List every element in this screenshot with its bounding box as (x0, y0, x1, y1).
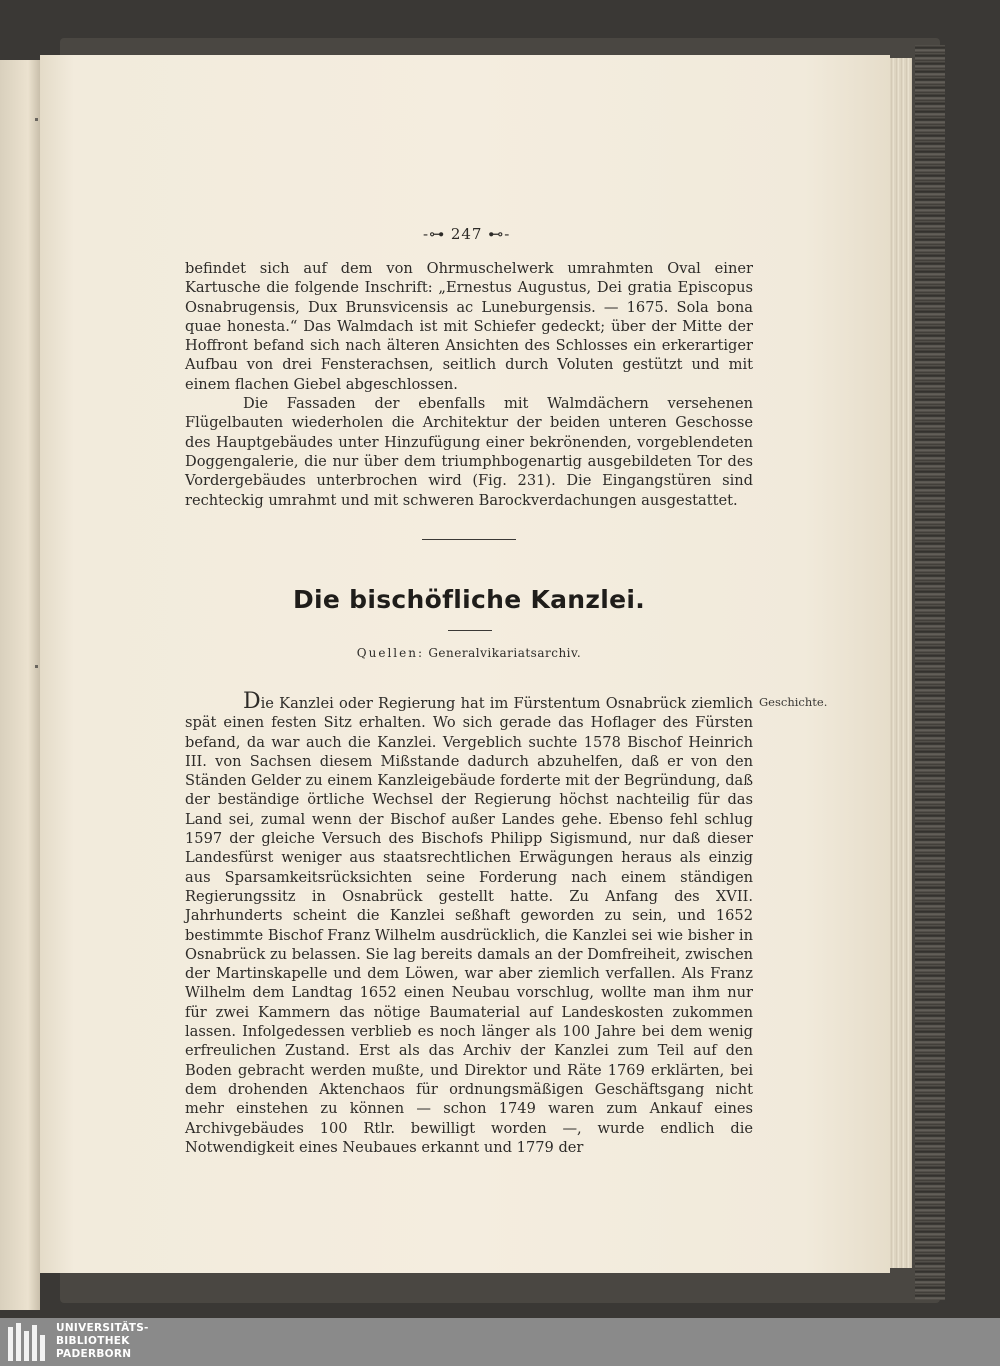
library-name-line: BIBLIOTHEK (56, 1335, 130, 1347)
margin-mark (35, 665, 38, 668)
sources-line (185, 646, 753, 660)
page-number: -⊶ 247 ⊷- (423, 225, 511, 243)
library-name-line: UNIVERSITÄTS- (56, 1322, 149, 1334)
paragraph: Die Fassaden der ebenfalls mit Walmdächern versehenen Flügelbauten wiederholen die Architektur der beiden unteren Geschosse des Hauptgebäudes unter Hinzufügung einer bekrönenden, vorgeblendeten Doggengalerie, die nur über dem triumphbogenartig ausgebildeten Tor des Vordergebäudes unterbrochen wird (Fig. 231). Die Eingangstüren sind rechteckig umrahmt und mit schweren Barockverdachungen ausgestattet. (185, 395, 753, 509)
section-heading: Die bischöfliche Kanzlei. (292, 585, 646, 614)
paragraph (185, 689, 753, 1157)
sources-label: Quellen: (356, 646, 425, 660)
paragraph: befindet sich auf dem von Ohrmuschelwerk umrahmten Oval einer Kartusche die folgende Inschrift: „Ernestus Augustus, Dei gratia Episcopus Osnabrugensis, Dux Brunsvicensis ac Luneburgensis. — 1675. Sola bona quae honesta.“ Das Walmdach ist mit Schiefer gedeckt; über der Mitte der Hoffront befand sich nach älteren Ansichten des Schlosses ein erkerartiger Aufbau von drei Fensterachsen, seitlich durch Voluten gestützt und mit einem flachen Giebel abgeschlossen. (185, 260, 753, 393)
paragraph-body: ie Kanzlei oder Regierung hat im Fürstentum Osnabrück ziemlich spät einen festen Sitz erhalten. Wo sich gerade das Hoflager des Fürsten befand, da war auch die Kanzlei. Vergeblich suchte 1578 Bischof Heinrich III. von Sachsen diesem Mißstande dadurch abzuhelfen, daß er von den Ständen Gelder zu einem Kanzleigebäude forderte mit der Begründung, daß der beständige örtliche Wechsel der Regierung höchst nachteilig für das Land sei, zumal wenn der Bischof außer Landes gehe. Ebenso fehl schlug 1597 der gleiche Versuch des Bischofs Philipp Sigismund, nur daß dieser Landesfürst weniger aus staatsrechtlichen Erwägungen heraus als einzig aus Sparsamkeitsrücksichten seine Forderung nach einem ständigen Regierungssitz in Osnabrück gestellt hatte. Zu Anfang des XVII. Jahrhunderts scheint die Kanzlei seßhaft geworden zu sein, und 1652 bestimmte Bischof Franz Wilhelm ausdrücklich, die Kanzlei sei wie bisher in Osnabrück zu belassen. Sie lag bereits damals an der Domfreiheit, zwischen der Martinskapelle und dem Löwen, war aber ziemlich verfallen. Als Franz Wilhelm dem Landtag 1652 einen Neubau vorschlug, wollte man ihm nur für zwei Kammern das nötige Baumaterial auf Landeskosten zukommen lassen. Infolgedessen verblieb es noch länger als 100 Jahre bei dem wenig erfreulichen Zustand. Erst als das Archiv der Kanzlei zum Teil auf den Boden gebracht werden mußte, und Direktor und Räte 1769 erklärten, bei dem drohenden Aktenchaos für ordnungsmäßigen Geschäftsgang nicht mehr einstehen zu können — schon 1749 waren zum Ankauf eines Archivgebäudes 100 Rtlr. bewilligt worden —, wurde endlich die Notwendigkeit eines Neubaues erkannt und 1779 der (185, 695, 753, 1156)
facing-page-edge (0, 60, 40, 1310)
heading-underline (448, 630, 492, 631)
cover-board-edge (915, 45, 945, 1300)
margin-mark (35, 118, 38, 121)
book-page (40, 55, 890, 1273)
library-footer (0, 1318, 1000, 1366)
library-name (56, 1322, 149, 1361)
text-block-upper (185, 259, 753, 510)
text-block-lower (185, 689, 753, 1157)
drop-cap: D (243, 689, 261, 714)
section-divider (422, 539, 516, 540)
sources-value: Generalvikariatsarchiv. (428, 646, 582, 660)
library-name-line: PADERBORN (56, 1348, 132, 1360)
library-logo-icon (8, 1323, 46, 1361)
margin-note: Geschichte. (759, 695, 828, 709)
